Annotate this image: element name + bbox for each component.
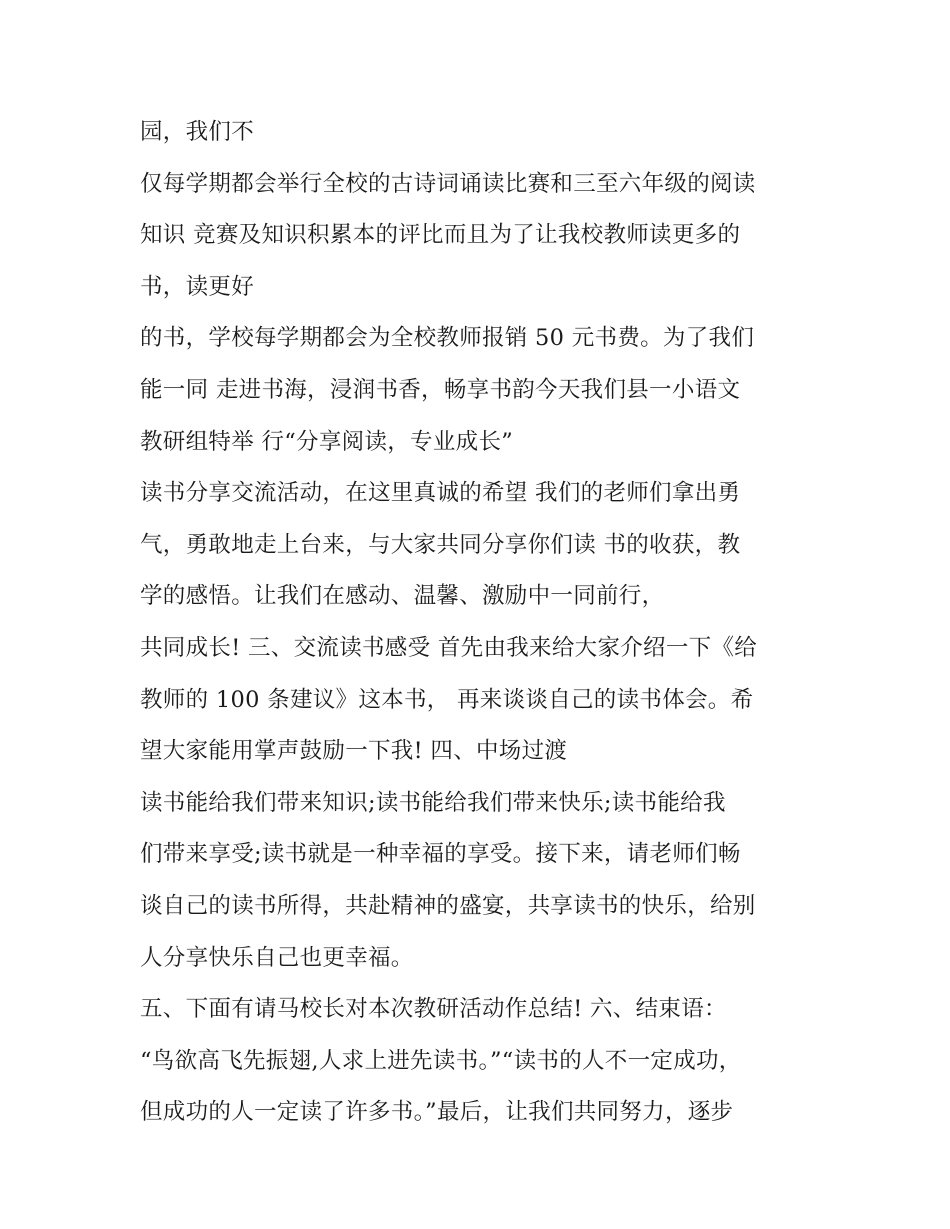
text-line: 读书分享交流活动，在这里真诚的希望 我们的老师们拿出勇 <box>140 480 741 507</box>
text-line: 知识 竞赛及知识积累本的评比而且为了让我校教师读更多的 <box>140 222 741 249</box>
body-text <box>140 107 830 1139</box>
text-line: 园，我们不 <box>140 119 255 145</box>
text-line: 的书，学校每学期都会为全校教师报销 50 元书费。为了我们 <box>140 325 755 352</box>
text-line: 共同成长! 三、交流读书感受 首先由我来给大家介绍一下《给 <box>140 634 758 661</box>
text-line: 望大家能用掌声鼓励一下我! 四、中场过渡 <box>140 738 568 765</box>
text-line: 读书能给我们带来知识;读书能给我们带来快乐;读书能给我 <box>140 789 726 816</box>
text-line: “鸟欲高飞先振翅,人求上进先读书。”“读书的人不一定成功， <box>140 1047 742 1074</box>
text-line: 们带来享受;读书就是一种幸福的享受。接下来，请老师们畅 <box>140 841 741 868</box>
text-line: 谈自己的读书所得，共赴精神的盛宴，共享读书的快乐，给别 <box>140 892 756 919</box>
text-line: 人分享快乐自己也更幸福。 <box>140 944 414 971</box>
text-line: 能一同 走进书海，浸润书香，畅享书韵今天我们县一小语文 <box>140 376 741 403</box>
text-line: 仅每学期都会举行全校的古诗词诵读比赛和三至六年级的阅读 <box>140 170 756 197</box>
text-line: 书，读更好 <box>140 273 255 300</box>
text-line: 但成功的人一定读了许多书。”最后，让我们共同努力，逐步 <box>140 1099 734 1126</box>
text-line: 气，勇敢地走上台来，与大家共同分享你们读 书的收获，教 <box>140 531 741 558</box>
text-line: 学的感悟。让我们在感动、温馨、激励中一同前行， <box>140 583 665 610</box>
text-line: 教研组特举 行“分享阅读，专业成长” <box>140 428 514 455</box>
text-line: 教师的 100 条建议》这本书， 再来谈谈自己的读书体会。希 <box>140 686 754 713</box>
text-line: 五、下面有请马校长对本次教研活动作总结! 六、结束语： <box>140 996 727 1023</box>
